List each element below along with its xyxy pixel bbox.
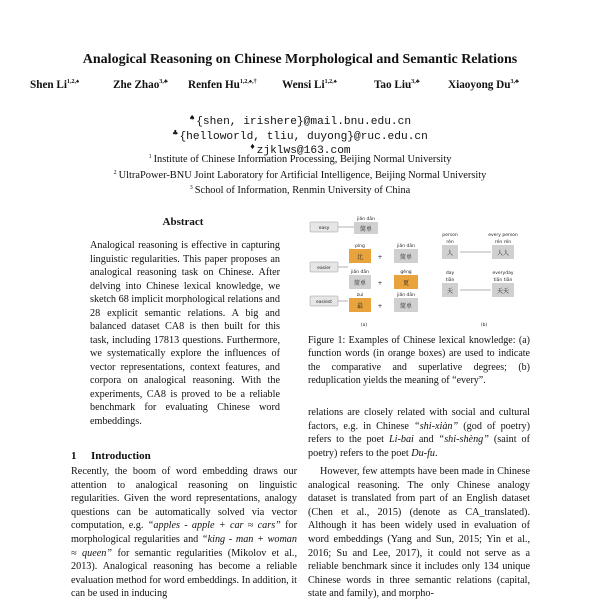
figure-1: [308, 212, 530, 330]
char-bi: 比: [356, 254, 364, 261]
pinyin-ren: rén: [446, 240, 454, 245]
pinyin-jiandan-easier-2: jiǎn dān: [350, 270, 370, 275]
char-geng: 更: [402, 280, 410, 287]
char-jiandan-easier-2: 简单: [353, 280, 367, 287]
pinyin-bi: píng: [355, 244, 365, 249]
pinyin-geng: gèng: [400, 270, 412, 275]
right-column-paragraph-2: However, few attempts have been made in Chinese analogical reasoning. The only Chinese analogy dataset is translated from part of an English dataset (Chen et al., 2015) (denote as CA_translated). Although it has been widely used in evaluation of word embeddings (Yang and Sun, 2015; Yin et al., 2016; Su and Lee, 2017), it could not serve as a reliable benchmark since it includes only 134 unique Chinese words in three semantic relations (capital, state and family), and morpho-: [308, 466, 530, 600]
label-easy: easy: [318, 226, 330, 231]
author-renfen-hu: Renfen $Hu^{1,2,♠,\dagger}$: [188, 79, 257, 91]
panel-b-label: (b): [480, 323, 488, 328]
introduction-text: Recently, the boom of word embedding draws our attention to analogical reasoning on linguistic regularities. Given the word representations, analogy questions can be automatically solved via vector computation, e.g. “apples - apple + car ≈ cars” for morphological regularities and “king - man + woman ≈ queen” for semantic regularities (Mikolov et al., 2013). Analogical reasoning has become a reliable evaluation method for word embeddings. In addition, it can be used in inducing: [71, 466, 298, 600]
label-every-person: every person: [488, 233, 518, 238]
figure-1-graphic: [308, 212, 530, 330]
author-zhe-zhao: Zhe Zhao$^{3,♣}$: [113, 79, 168, 91]
char-renren: 人人: [496, 250, 510, 257]
label-person: person: [442, 233, 458, 238]
author-xiaoyong-du: Xiaoyong $Du^{3,♣}$: [448, 79, 519, 91]
char-zui: 最: [356, 303, 364, 310]
pinyin-jiandan-easier-1: jiǎn dān: [396, 244, 416, 249]
pinyin-tian: tiān: [445, 278, 455, 283]
figure-1-caption: Figure 1: Examples of Chinese lexical knowledge: (a) function words (in orange boxes) are used to indicate the comparative and superlative degrees; (b) reduplication yields the meaning of “every”.: [308, 335, 530, 386]
char-tian: 天: [446, 288, 454, 295]
email-bnu: ♠{shen, irishere}@mail.bnu.edu.cn: [188, 114, 412, 128]
affiliation-1: $^1$ Institute of Chinese Information Processing, Beijing Normal University: [148, 154, 452, 165]
right-column-paragraph-1: relations are closely related with social and cultural factors, e.g. in Chinese “shi-xiàn” (god of poetry) refers to the poet Li-bai and “shi-shèng” (saint of poetry) refers to the poet Du-fu.: [308, 407, 530, 459]
label-day: day: [445, 271, 455, 276]
pinyin-tiantian: tiān tiān: [493, 278, 513, 283]
author-tao-liu: Tao Liu$^{3,♣}$: [374, 79, 420, 91]
email-list: [0, 111, 600, 155]
char-tiantian: 天天: [496, 288, 510, 295]
abstract-heading: Abstract: [162, 216, 204, 228]
affiliation-list: [0, 151, 600, 198]
affiliation-2: $^2$ UltraPower-BNU Joint Laboratory for Artificial Intelligence, Beijing Normal University: [113, 169, 487, 181]
label-easier: easier: [317, 266, 331, 271]
pinyin-zui: zuì: [356, 293, 364, 298]
author-shen-li: Shen $Li^{1,2,♠}$: [30, 79, 80, 91]
email-163: ♦zjklws@163.com: [249, 143, 351, 157]
abstract-text: Analogical reasoning is effective in capturing linguistic regularities. This paper proposes an analogical reasoning task on Chinese. After delving into Chinese lexical knowledge, we sketch 68 implicit morphological relations and 28 explicit semantic relations. A big and balanced dataset CA8 is then built for this task, including 17813 questions. Furthermore, we systematically explore the influences of vector representations, context features, and corpora on analogical reasoning. With the experiments, CA8 is proved to be a reliable benchmark for evaluating Chinese word embeddings.: [90, 240, 280, 427]
affiliation-3: $^3$ School of Information, Renmin University of China: [189, 185, 411, 196]
author-wensi-li: Wensi $Li^{1,2,♠}$: [282, 79, 337, 91]
pinyin-renren: rén rén: [494, 240, 512, 245]
label-everyday: everyday: [492, 271, 514, 276]
email-ruc: ♣{helloworld, tliu, duyong}@ruc.edu.cn: [172, 128, 428, 143]
char-jiandan-easier-1: 简单: [399, 254, 413, 261]
paper-title: Analogical Reasoning on Chinese Morphological and Semantic Relations: [82, 52, 518, 67]
panel-a-label: (a): [360, 323, 368, 328]
label-easiest: easiest: [316, 300, 332, 305]
char-jiandan-easy: 简单: [359, 226, 373, 233]
pinyin-jiandan-easy: jiǎn dān: [356, 217, 376, 222]
plus-symbol-2: +: [377, 280, 383, 287]
plus-symbol-1: +: [377, 254, 383, 261]
char-ren: 人: [446, 250, 454, 257]
char-jiandan-easiest: 简单: [399, 303, 413, 310]
pinyin-jiandan-easiest: jiǎn dān: [396, 293, 416, 298]
plus-symbol-3: +: [377, 303, 383, 310]
section-heading-introduction: 1 Introduction: [71, 450, 151, 462]
